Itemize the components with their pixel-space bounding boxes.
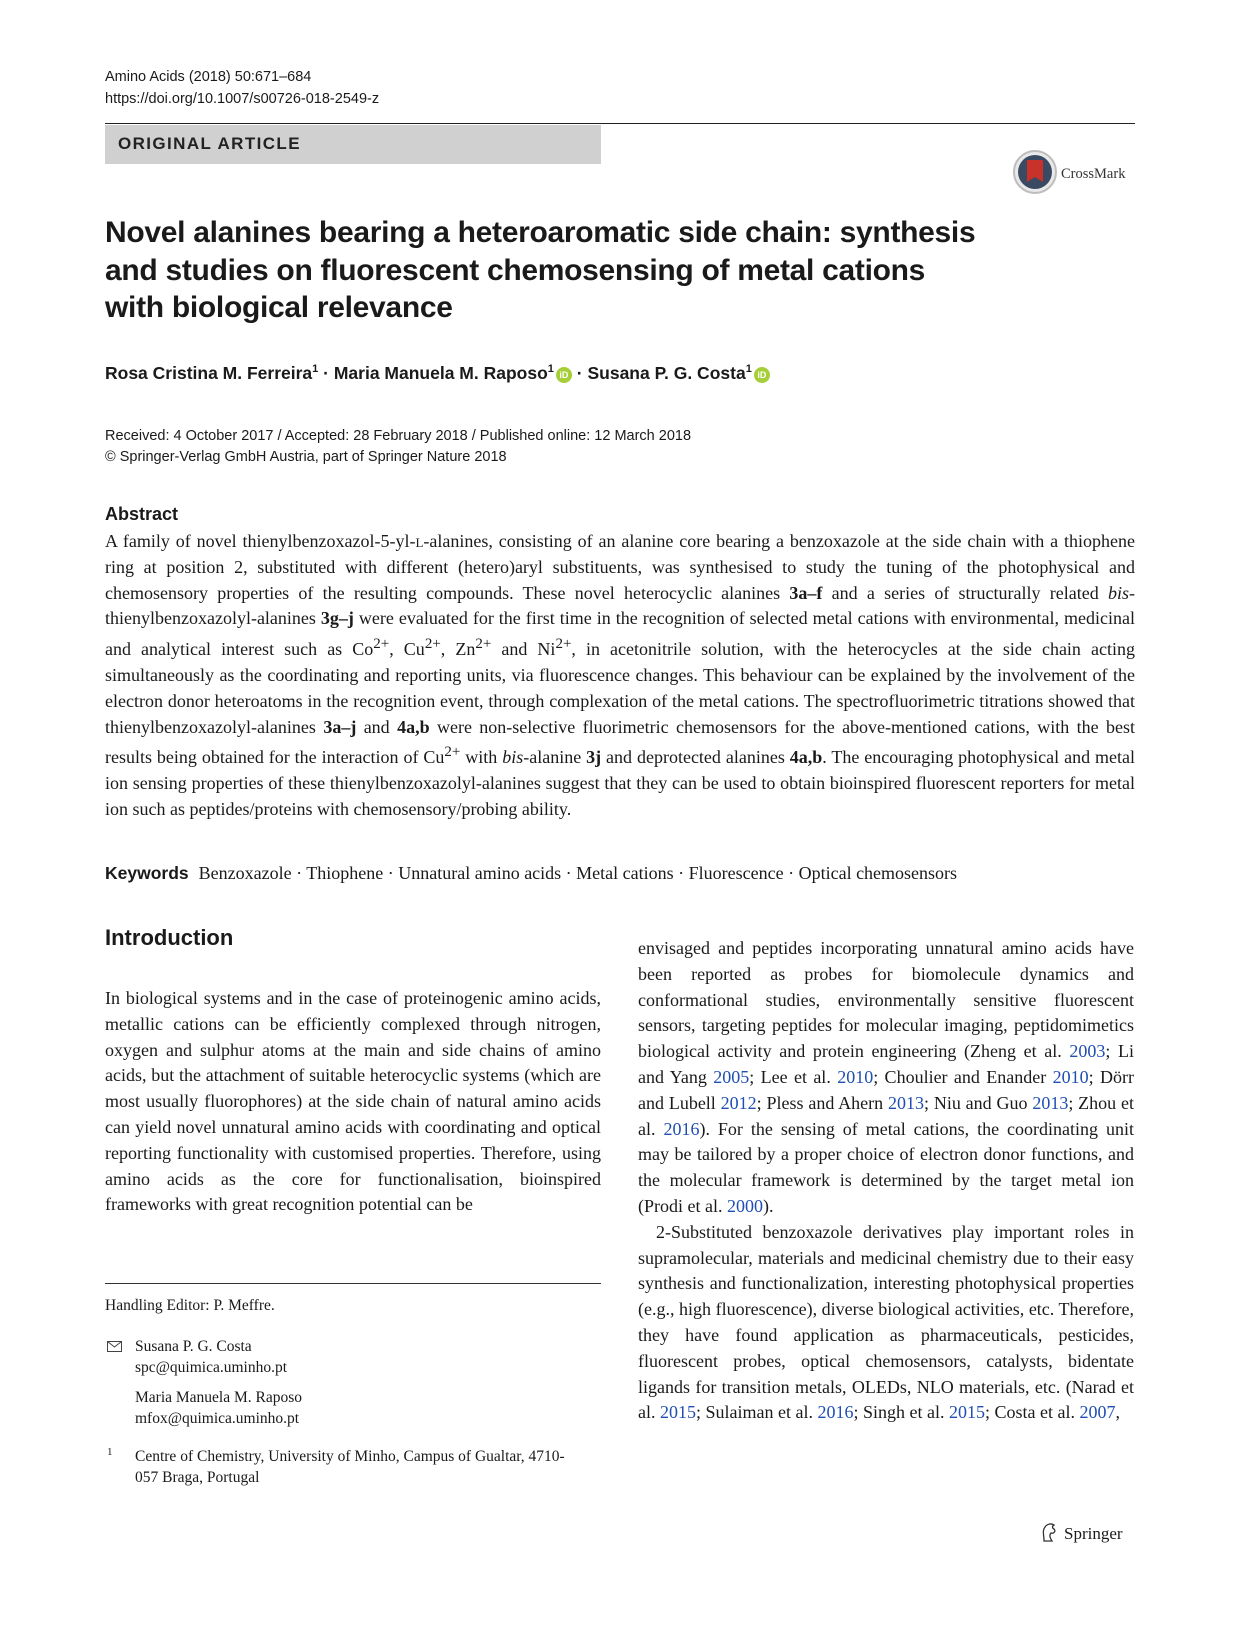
- intro-paragraph: 2-Substituted benzoxazole derivatives play important roles in supramolecular, materials and medicinal chemistry due to their easy synthesis and functionalization, interesting photophysical properties (e.g., high fluorescence), diverse biological activities, etc. Therefore, they have found application as pharmaceuticals, pesticides, fluorescent probes, optical chemosensors, catalysts, bidentate ligands for transition metals, OLEDs, NLO materials, etc. (Narad et al. 2015; Sulaiman et al. 2016; Singh et al. 2015; Costa et al. 2007,: [638, 1221, 1134, 1423]
- publisher-logo: [1040, 1522, 1123, 1544]
- envelope-icon: [107, 1341, 122, 1352]
- citation-link[interactable]: 2013: [1032, 1092, 1069, 1113]
- title-line: and studies on fluorescent chemosensing of metal cations: [105, 253, 926, 287]
- orcid-icon[interactable]: iD: [556, 367, 572, 383]
- title-line: with biological relevance: [105, 291, 453, 324]
- citation-link[interactable]: 2015: [948, 1402, 985, 1423]
- contact-email[interactable]: spc@quimica.uminho.pt: [135, 1358, 288, 1376]
- introduction-heading: Introduction: [105, 925, 234, 950]
- footnote-divider: [105, 1283, 601, 1284]
- crossmark-label: CrossMark: [1061, 166, 1126, 182]
- author-name[interactable]: Maria Manuela M. Raposo: [333, 363, 548, 383]
- title-line: Novel alanines bearing a heteroaromatic side chain: synthesis: [105, 216, 976, 249]
- citation-link[interactable]: 2003: [1069, 1041, 1106, 1062]
- intro-left-paragraph: In biological systems and in the case of proteinogenic amino acids, metallic cations can be efficiently complexed through nitrogen, oxygen and sulphur atoms at the main and side chains of amino acids, but the attachment of suitable heterocyclic systems (which are most usually fluorophores) at the side chain of natural amino acids can yield novel unnatural amino acids with coordinating and optical reporting functionality with customised properties. Therefore, using amino acids as the core for functionalisation, bioinspired frameworks with great recognition potential can be: [105, 988, 601, 1215]
- author-list: [105, 363, 770, 384]
- dates-line: Received: 4 October 2017 / Accepted: 28 February 2018 / Published online: 12 March 2018: [105, 428, 692, 444]
- article-title: [105, 214, 1005, 327]
- orcid-icon[interactable]: iD: [754, 367, 770, 383]
- handling-editor: Handling Editor: P. Meffre.: [105, 1297, 275, 1314]
- intro-right-column: [638, 936, 1134, 1426]
- author-name[interactable]: Rosa Cristina M. Ferreira: [105, 363, 313, 383]
- affiliation-number: 1: [107, 1446, 113, 1458]
- contact-name: Maria Manuela M. Raposo: [135, 1389, 303, 1406]
- keywords: [105, 861, 957, 887]
- corresponding-authors: [135, 1337, 302, 1429]
- journal-citation: [105, 66, 379, 110]
- author-separator: ·: [318, 363, 334, 383]
- citation-link[interactable]: 2015: [660, 1402, 696, 1423]
- contact-name: Susana P. G. Costa: [135, 1338, 252, 1355]
- citation-link[interactable]: 2000: [726, 1195, 763, 1216]
- crossmark-icon: [1013, 148, 1141, 196]
- springer-horse-icon: [1040, 1522, 1058, 1542]
- journal-line: Amino Acids (2018) 50:671–684: [105, 69, 312, 85]
- abstract-text: A family of novel thienylbenzoxazol-5-yl-l-alanines, consisting of an alanine core bearing a benzoxazole at the side chain with a thiophene ring at position 2, substituted with different (hetero)aryl substituents, was synthesised to study the tuning of the photophysical and chemosensory properties of the resulting compounds. These novel heterocyclic alanines 3a–f and a series of structurally related bis-thienylbenzoxazolyl-alanines 3g–j were evaluated for the first time in the recognition of selected metal cations with environmental, medicinal and analytical interest such as $Co^{2+}$, $Cu^{2+}$, $Zn^{2+}$ and $Ni^{2+}$, in acetonitrile solution, with the heterocycles at the side chain acting simultaneously as the coordinating and reporting units, via fluorescence changes. This behaviour can be explained by the involvement of the electron donor heteroatoms in the recognition event, through complexation of the metal cations. The spectrofluorimetric titrations showed that thienylbenzoxazolyl-alanines 3a–j and 4a,b were non-selective fluorimetric chemosensors for the above-mentioned cations, with the best results being obtained for the interaction of $Cu^{2+}$ with bis-alanine 3j and deprotected alanines 4a,b. The encouraging photophysical and metal ion sensing properties of these thienylbenzoxazolyl-alanines suggest that they can be used to obtain bioinspired fluorescent reporters for metal ion such as peptides/proteins with chemosensory/probing ability.: [105, 531, 1136, 819]
- citation-link[interactable]: 2010: [837, 1066, 874, 1087]
- publication-dates: [105, 426, 691, 467]
- citation-link[interactable]: 2012: [720, 1092, 757, 1113]
- copyright-line: © Springer-Verlag GmbH Austria, part of Springer Nature 2018: [105, 448, 507, 465]
- crossmark-badge[interactable]: [1013, 148, 1141, 196]
- doi-link[interactable]: https://doi.org/10.1007/s00726-018-2549-z: [105, 91, 380, 107]
- citation-link[interactable]: 2013: [888, 1092, 924, 1113]
- author-affil: 1: [547, 363, 554, 376]
- citation-link[interactable]: 2007: [1079, 1402, 1116, 1423]
- keywords-list: Benzoxazole · Thiophene · Unnatural amino acids · Metal cations · Fluorescence · Optical chemosensors: [198, 863, 958, 883]
- author-separator: ·: [571, 363, 588, 383]
- keywords-heading: Keywords: [105, 863, 189, 883]
- affiliation-text: Centre of Chemistry, University of Minho, Campus of Gualtar, 4710-057 Braga, Portugal: [135, 1448, 565, 1486]
- author-affil: 1: [745, 363, 752, 376]
- citation-link[interactable]: 2016: [817, 1402, 854, 1423]
- citation-link[interactable]: 2016: [663, 1118, 700, 1139]
- author-name[interactable]: Susana P. G. Costa: [587, 363, 746, 383]
- header-divider: [105, 123, 1135, 124]
- citation-link[interactable]: 2010: [1052, 1066, 1089, 1087]
- abstract-heading: Abstract: [105, 504, 179, 524]
- intro-paragraph: envisaged and peptides incorporating unnatural amino acids have been reported as probes for biomolecule dynamics and conformational studies, environmentally sensitive fluorescent sensors, targeting peptides for molecular imaging, peptidomimetics biological activity and protein engineering (Zheng et al. 2003; Li and Yang 2005; Lee et al. 2010; Choulier and Enander 2010; Dörr and Lubell 2012; Pless and Ahern 2013; Niu and Guo 2013; Zhou et al. 2016). For the sensing of metal cations, the coordinating unit may be tailored by a proper choice of electron donor functions, and the molecular framework is determined by the target metal ion (Prodi et al. 2000).: [638, 938, 1134, 1216]
- publisher-name: Springer: [1064, 1524, 1123, 1543]
- contact-email[interactable]: mfox@quimica.uminho.pt: [135, 1409, 300, 1427]
- article-type-banner: ORIGINAL ARTICLE: [105, 125, 601, 164]
- citation-link[interactable]: 2005: [713, 1066, 750, 1087]
- author-affil: 1: [312, 363, 319, 376]
